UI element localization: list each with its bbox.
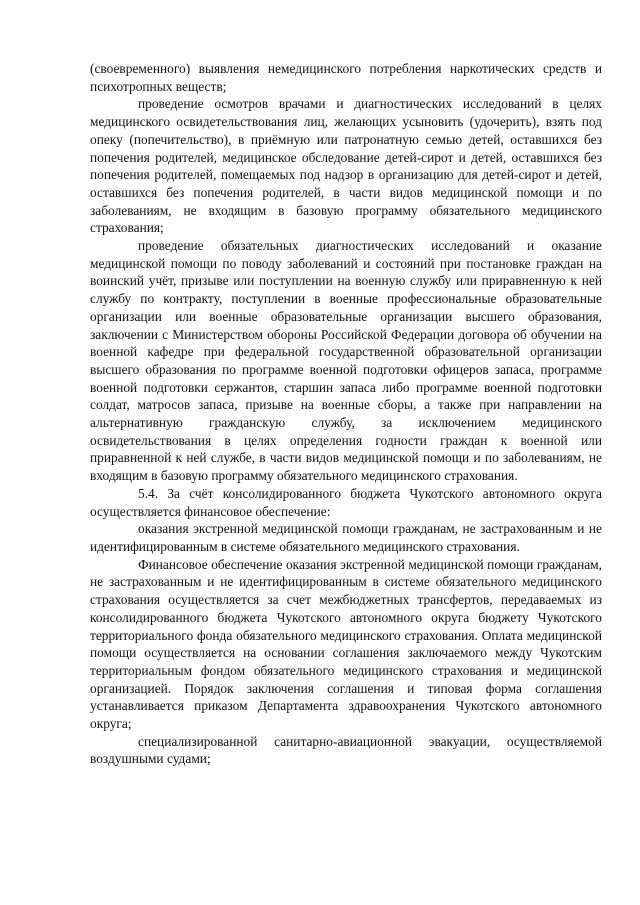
document-page <box>90 60 602 768</box>
paragraph-6: Финансовое обеспечение оказания экстренной медицинской помощи гражданам, не застрахованным и не идентифицированным в системе обязательного медицинского страхования осуществляется за счет межбюджетных трансфертов, передаваемых из консолидированного бюджета Чукотского автономного округа бюджету Чукотского территориального фонда обязательного медицинского страхования. Оплата медицинской помощи осуществляется на основании соглашения заключаемого между Чукотским территориальным фондом обязательного медицинского страхования и медицинской организацией. Порядок заключения соглашения и типовая форма соглашения устанавливается приказом Департамента здравоохранения Чукотского автономного округа; <box>90 556 602 732</box>
paragraph-3: проведение обязательных диагностических исследований и оказание медицинской помощи по поводу заболеваний и состояний при постановке граждан на воинский учёт, призыве или поступлении на военную службу или приравненную к ней службу по контракту, поступлении в военные профессиональные образовательные организации или военные образовательные организации высшего образования, заключении с Министерством обороны Российской Федерации договора об обучении на военной кафедре при федеральной государственной образовательной организации высшего образования по программе военной подготовки офицеров запаса, программе военной подготовки сержантов, старшин запаса либо программе военной подготовки солдат, матросов запаса, призыве на военные сборы, а также при направлении на альтернативную гражданскую службу, за исключением медицинского освидетельствования в целях определения годности граждан к военной или приравненной к ней службе, в части видов медицинской помощи и по заболеваниям, не входящим в базовую программу обязательного медицинского страхования. <box>90 238 602 484</box>
paragraph-2: проведение осмотров врачами и диагностических исследований в целях медицинского освидетельствования лиц, желающих усыновить (удочерить), взять под опеку (попечительство), в приёмную или патронатную семью детей, оставшихся без попечения родителей, медицинское обследование детей-сирот и детей, оставшихся без попечения родителей, помещаемых под надзор в организацию для детей-сирот и детей, оставшихся без попечения родителей, в части видов медицинской помощи и по заболеваниям, не входящим в базовую программу обязательного медицинского страхования; <box>90 96 602 236</box>
paragraph-7: специализированной санитарно-авиационной эвакуации, осуществляемой воздушными судами; <box>90 733 602 767</box>
paragraph-5: оказания экстренной медицинской помощи гражданам, не застрахованным и не идентифицированным в системе обязательного медицинского страхования. <box>90 521 602 554</box>
paragraph-4: 5.4. За счёт консолидированного бюджета Чукотского автономного округа осуществляется финансовое обеспечение: <box>90 485 602 519</box>
paragraph-1: (своевременного) выявления немедицинского потребления наркотических средств и психотропных веществ; <box>90 61 602 94</box>
